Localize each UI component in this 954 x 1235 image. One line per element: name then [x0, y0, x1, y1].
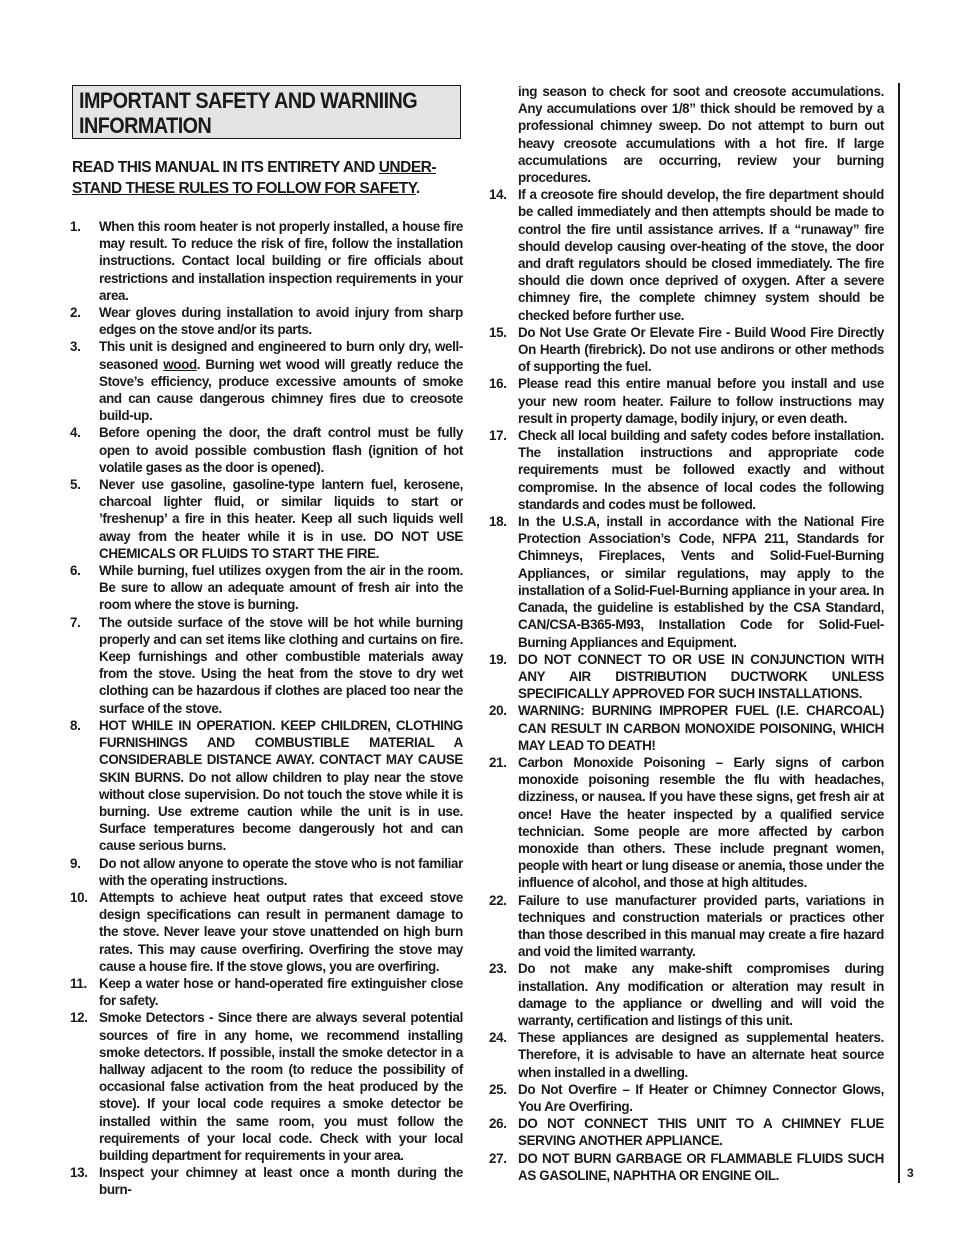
- list-item: 5. Never use gasoline, gasoline-type lantern fuel, kerosene, charcoal lighter fluid, or similar liquids to start or ’freshenup’ a fire in this heater. Keep all such liquids well away from the heater while it is in use. DO NOT USE CHEMICALS OR FLUIDS TO START THE FIRE.: [70, 477, 463, 561]
- list-item: 27. DO NOT BURN GARBAGE OR FLAMMABLE FLUIDS SUCH AS GASOLINE, NAPHTHA OR ENGINE OIL.: [489, 1150, 884, 1183]
- list-item: 11. Keep a water hose or hand-operated fire extinguisher close for safety.: [70, 975, 463, 1009]
- list-item: 25. Do Not Overfire – If Heater or Chimney Connector Glows, You Are Overfiring.: [489, 1081, 884, 1114]
- list-item: 18. In the U.S.A, install in accordance with the National Fire Protection Association’s Code, NFPA 211, Standards for Chimneys, Fireplaces, Vents and Solid-Fuel-Burning Appliances, or similar regulations, may apply to the installation of a Solid-Fuel-Burning appliance in your area. In Canada, the guideline is established by the CSA Standard, CAN/CSA-B365-M93, Installation Code for Solid-Fuel-Burning Appliances and Equipment.: [489, 514, 884, 650]
- list-item: 20. WARNING: BURNING IMPROPER FUEL (I.E. CHARCOAL) CAN RESULT IN CARBON MONOXIDE POISONING, WHICH MAY LEAD TO DEATH!: [489, 703, 884, 753]
- page-number: 3: [907, 1166, 914, 1180]
- list-item: 24. These appliances are designed as supplemental heaters. Therefore, it is advisable to have an alternate heat source when installed in a dwelling.: [489, 1030, 884, 1080]
- section-title-line-2: INFORMATION: [79, 113, 212, 138]
- right-column: [489, 83, 884, 1184]
- list-item: 8. HOT WHILE IN OPERATION. KEEP CHILDREN, CLOTHING FURNISHINGS AND COMBUSTIBLE MATERIAL A CONSIDERABLE DISTANCE AWAY. CONTACT MAY CAUSE SKIN BURNS. Do not allow children to play near the stove without close supervision. Do not touch the stove while it is burning. Use extreme caution while the unit is in use. Surface temperatures become dangerously hot and can cause serious burns.: [70, 717, 463, 854]
- list-item: 14. If a creosote fire should develop, the fire department should be called immediately and then attempts should be made to control the fire until assistance arrives. If a “runaway” fire should develop causing over-heating of the stove, the door and draft regulators should be closed immediately. The fire should die down once deprived of oxygen. After a severe chimney fire, the complete chimney system should be checked before further use.: [489, 187, 884, 323]
- list-item: 2. Wear gloves during installation to avoid injury from sharp edges on the stove and/or its parts.: [70, 305, 463, 338]
- list-item: 23. Do not make any make-shift compromises during installation. Any modification or alteration may result in damage to the appliance or dwelling and will void the warranty, certification and listings of this unit.: [489, 961, 884, 1028]
- list-item-continuation: ing season to check for soot and creosote accumulations. Any accumulations over 1/8” thick should be removed by a professional chimney sweep. Do not attempt to burn out heavy creosote accumulations with a hot fire. If large accumulations are occurring, review your burning procedures.: [518, 84, 884, 186]
- list-item: 26. DO NOT CONNECT THIS UNIT TO A CHIMNEY FLUE SERVING ANOTHER APPLIANCE.: [489, 1116, 884, 1149]
- list-item: 9. Do not allow anyone to operate the stove who is not familiar with the operating instructions.: [70, 855, 463, 888]
- list-item: 6. While burning, fuel utilizes oxygen from the air in the room. Be sure to allow an adequate amount of fresh air into the room where the stove is burning.: [70, 563, 463, 613]
- list-item: 7. The outside surface of the stove will be hot while burning properly and can set items like clothing and curtains on fire. Keep furnishings and other combustible materials away from the stove. Using the heat from the stove to dry wet clothing can be hazardous if clothes are placed too near the surface of the stove.: [70, 614, 463, 716]
- list-item: 15. Do Not Use Grate Or Elevate Fire - Build Wood Fire Directly On Hearth (firebrick). Do not use andirons or other methods of supporting the fuel.: [489, 324, 884, 375]
- list-item: 19. DO NOT CONNECT TO OR USE IN CONJUNCTION WITH ANY AIR DISTRIBUTION DUCTWORK UNLESS SPECIFICALLY APPROVED FOR SUCH INSTALLATIONS.: [489, 651, 884, 702]
- intro-instruction: READ THIS MANUAL IN ITS ENTIRETY AND UNDER- STAND THESE RULES TO FOLLOW FOR SAFETY.: [72, 159, 437, 197]
- list-item: 21. Carbon Monoxide Poisoning – Early signs of carbon monoxide poisoning resemble the flu with headaches, dizziness, or nausea. If you have these signs, get fresh air at once! Have the heater inspected by a qualified service technician. Some people are more affected by carbon monoxide than others. These include pregnant women, people with heart or lung disease or anemia, those under the influence of alcohol, and those at high altitudes.: [489, 754, 884, 891]
- list-item: 1. When this room heater is not properly installed, a house fire may result. To reduce the risk of fire, follow the installation instructions. Contact local building or fire officials about restrictions and installation inspection requirements in your area.: [70, 219, 463, 303]
- left-column: [70, 218, 463, 1199]
- list-item: 17. Check all local building and safety codes before installation. The installation instructions and appropriate code requirements must be followed exactly and without compromise. In the absence of local codes the following standards and codes must be followed.: [489, 428, 884, 512]
- list-item: 10. Attempts to achieve heat output rates that exceed stove design specifications can result in permanent damage to the stove. Never leave your stove unattended on high burn rates. This may cause overfiring. Overfiring the stove may cause a house fire. If the stove glows, you are overfiring.: [70, 889, 463, 974]
- section-title-box: [72, 85, 461, 139]
- list-item: 22. Failure to use manufacturer provided parts, variations in techniques and construction materials or practices other than those described in this manual may create a fire hazard and void the limited warranty.: [489, 892, 884, 960]
- list-item: 3. This unit is designed and engineered to burn only dry, well-seasoned wood. Burning wet wood will greatly reduce the Stove’s efficiency, produce excessive amounts of smoke and can cause dangerous chimney fires due to creosote build-up.: [70, 339, 463, 424]
- section-title-line-1: IMPORTANT SAFETY AND WARNIING: [79, 88, 418, 113]
- list-item: 4. Before opening the door, the draft control must be fully open to avoid possible combustion flash (ignition of hot volatile gases as the door is opened).: [70, 425, 463, 475]
- list-item: 12. Smoke Detectors - Since there are always several potential sources of fire in any home, we recommend installing smoke detectors. If possible, install the smoke detector in a hallway adjacent to the room (to reduce the possibility of occasional false activation from the heat produced by the stove). If your local code requires a smoke detector be installed within the same room, you must follow the requirements of your local code. Check with your local building department for requirements in your area.: [70, 1010, 463, 1163]
- page-edge-rule: [898, 83, 900, 1183]
- list-item: 13. Inspect your chimney at least once a month during the burn-: [70, 1165, 463, 1198]
- list-item: 16. Please read this entire manual before you install and use your new room heater. Failure to follow instructions may result in property damage, bodily injury, or even death.: [489, 376, 884, 426]
